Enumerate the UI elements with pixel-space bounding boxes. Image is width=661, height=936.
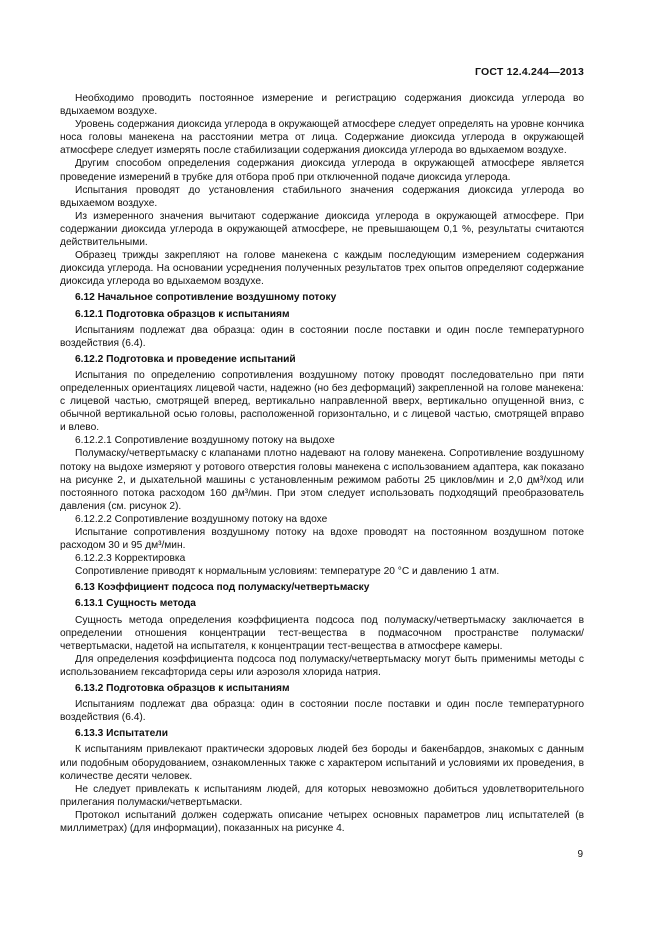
subsection-heading: 6.13.3 Испытатели	[75, 728, 169, 740]
section-heading: 6.12 Начальное сопротивление воздушному потоку	[75, 292, 337, 304]
page-number: 9	[577, 849, 583, 860]
paragraph: Другим способом определения содержания диоксида углерода в окружающей атмосфере является проведение измерений в трубке для отбора проб при отключенной подаче диоксида углерода.	[60, 158, 584, 183]
paragraph: Испытаниям подлежат два образца: один в состоянии после поставки и один после температурного воздействия (6.4).	[60, 324, 584, 349]
paragraph: Не следует привлекать к испытаниям людей, для которых невозможно добиться удовлетворительного прилегания полумаски/четвертьмаски.	[60, 783, 584, 808]
clause-title: 6.12.2.1 Сопротивление воздушному потоку на выдохе	[75, 435, 335, 447]
paragraph: Образец трижды закрепляют на голове манекена с каждым последующим измерением содержания диоксида углерода. На основании усреднения полученных результатов трех опытов определяют содержание диоксида углерода во вдыхаемом воздухе.	[60, 250, 584, 288]
paragraph: Для определения коэффициента подсоса под полумаску/четвертьмаску могут быть применимы методы с использованием гексафторида серы или аэрозоля хлорида натрия.	[60, 653, 584, 678]
subsection-heading: 6.12.2 Подготовка и проведение испытаний	[75, 353, 296, 365]
paragraph: Протокол испытаний должен содержать описание четырех основных параметров лиц испытателей (в миллиметрах) (для информации), показанных на рисунке 4.	[60, 809, 584, 834]
subsection-heading: 6.12.1 Подготовка образцов к испытаниям	[75, 308, 290, 320]
subsection-heading: 6.13.1 Сущность метода	[75, 598, 196, 610]
paragraph: Из измеренного значения вычитают содержание диоксида углерода в окружающей атмосфере. При содержании диоксида углерода в окружающей атмосфере, не превышающем 0,1 %, результаты считаются действительными.	[60, 210, 584, 249]
clause-title: 6.12.2.3 Корректировка	[75, 553, 186, 565]
document-body	[60, 92, 584, 835]
paragraph: Испытания по определению сопротивления воздушному потоку проводят последовательно при пяти определенных ориентациях лицевой части, надежно (но без деформаций) закрепленной на голове манекена: с лицевой частью, смотрящей вперед, вертикально направленной вверх, вертикально опущенной вниз, с обычной вертикальной осью головы, расположенной горизонтально, и с лицевой частью, смотрящей вправо и влево.	[60, 369, 584, 434]
paragraph: К испытаниям привлекают практически здоровых людей без бороды и бакенбардов, знакомых с данным или подобным оборудованием, ознакомленных также с характером испытаний и условиями их проведения, в количестве десяти человек.	[60, 744, 584, 782]
subsection-heading: 6.13.2 Подготовка образцов к испытаниям	[75, 683, 290, 695]
paragraph: Испытаниям подлежат два образца: один в состоянии после поставки и один после температурного воздействия (6.4).	[60, 699, 584, 724]
clause-title: 6.12.2.2 Сопротивление воздушному потоку на вдохе	[75, 513, 328, 525]
document-header: ГОСТ 12.4.244—2013	[475, 66, 584, 78]
section-heading: 6.13 Коэффициент подсоса под полумаску/четвертьмаску	[75, 582, 370, 594]
paragraph: Испытание сопротивления воздушному потоку на вдохе проводят на постоянном воздушном потоке расходом 30 и 95 дм³/мин.	[60, 527, 584, 552]
paragraph: Сопротивление приводят к нормальным условиям: температуре 20 °С и давлению 1 атм.	[75, 566, 500, 578]
paragraph: Полумаску/четвертьмаску с клапанами плотно надевают на голову манекена. Сопротивление воздушному потоку на выдохе измеряют у ротового отверстия головы манекена с использованием адаптера, как показано на рисунке 2, и дыхательной машины с установленным режимом работы 25 циклов/мин и 2,0 дм³/ход или постоянного потока расходом 160 дм³/мин. При этом следует использовать подходящий преобразователь давления (см. рисунок 2).	[60, 448, 584, 512]
paragraph: Сущность метода определения коэффициента подсоса под полумаску/четвертьмаску заключается в определении отношения концентрации тест-вещества в подмасочном пространстве полумаски/четвертьмаски, надетой на испытателя, к концентрации тест-вещества в атмосфере камеры.	[60, 614, 584, 652]
paragraph: Испытания проводят до установления стабильного значения содержания диоксида углерода во вдыхаемом воздухе.	[60, 184, 584, 209]
paragraph: Необходимо проводить постоянное измерение и регистрацию содержания диоксида углерода во вдыхаемом воздухе.	[60, 93, 584, 118]
paragraph: Уровень содержания диоксида углерода в окружающей атмосфере следует определять на уровне кончика носа головы манекена на расстоянии метра от лица. Содержание диоксида углерода в окружающей атмосфере следует измерять после стабилизации содержания диоксида углерода во вдыхаемом воздухе.	[60, 119, 584, 157]
